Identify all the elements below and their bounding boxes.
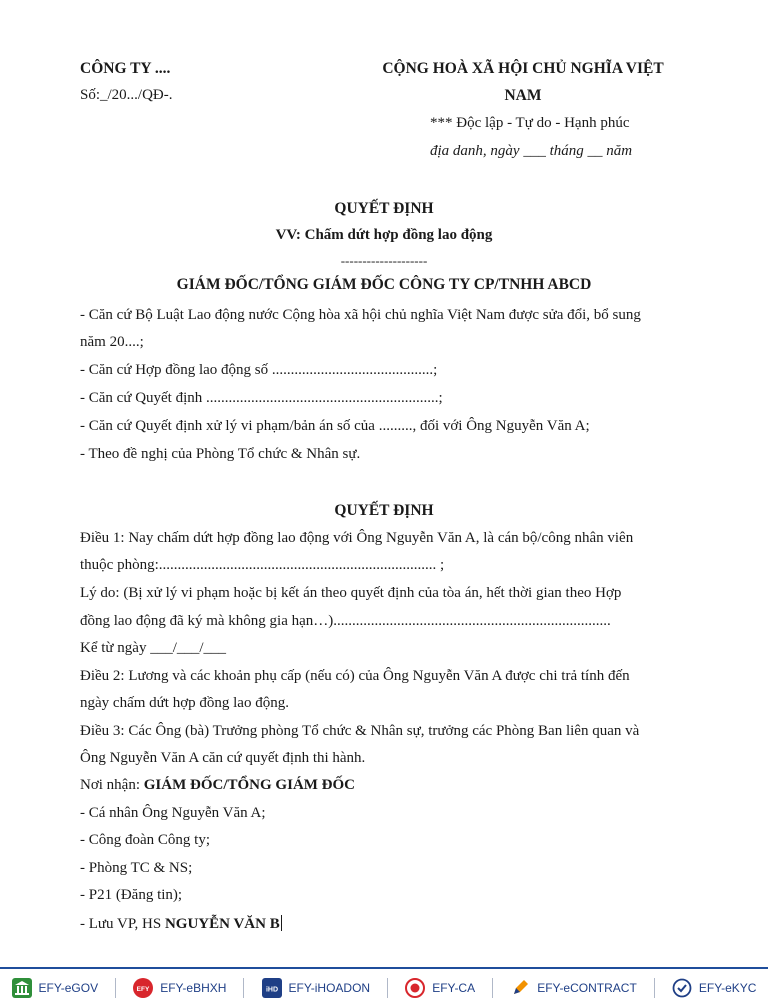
footer-separator bbox=[654, 978, 655, 998]
brand-label: EFY-eBHXH bbox=[160, 981, 227, 995]
contract-pen-icon bbox=[510, 978, 530, 998]
brand-ihoadon[interactable] bbox=[256, 978, 377, 998]
identity-check-icon bbox=[672, 978, 692, 998]
footer-separator bbox=[387, 978, 388, 998]
recipient-item: - Công đoàn Công ty; bbox=[80, 832, 210, 848]
efy-logo-icon bbox=[133, 978, 153, 998]
footer-rule bbox=[0, 967, 768, 969]
archive-prefix: - Lưu VP, HS bbox=[80, 916, 165, 932]
brand-label: EFY-iHOADON bbox=[288, 981, 371, 995]
decision-heading: QUYẾT ĐỊNH bbox=[334, 502, 434, 519]
basis-line: - Căn cứ Quyết định ..............................................................; bbox=[80, 390, 443, 406]
ihd-logo-text: iHD bbox=[265, 986, 278, 994]
brand-label: EFY-eCONTRACT bbox=[537, 981, 637, 995]
article-line: Lý do: (Bị xử lý vi phạm hoặc bị kết án theo quyết định của tòa án, hết thời gian theo Hợp bbox=[80, 585, 622, 601]
brand-ekyc[interactable] bbox=[666, 978, 763, 998]
document-title: QUYẾT ĐỊNH bbox=[334, 200, 434, 217]
recipient-item: - P21 (Đăng tin); bbox=[80, 887, 183, 903]
company-name: CÔNG TY .... bbox=[80, 60, 171, 77]
brand-ca[interactable] bbox=[399, 978, 481, 998]
text-cursor bbox=[281, 915, 282, 931]
nation-name-line1: CỘNG HOÀ XÃ HỘI CHỦ NGHĨA VIỆT bbox=[382, 60, 664, 77]
recipient-item: - Cá nhân Ông Nguyễn Văn A; bbox=[80, 805, 266, 821]
place-date-line: địa danh, ngày ___ tháng __ năm bbox=[430, 143, 633, 159]
article-line: Điều 3: Các Ông (bà) Trưởng phòng Tổ chức & Nhân sự, trưởng các Phòng Ban liên quan và bbox=[80, 723, 640, 739]
article-line: Kể từ ngày ___/___/___ bbox=[80, 640, 227, 656]
invoice-logo-icon bbox=[262, 978, 282, 998]
brand-egov[interactable] bbox=[6, 978, 105, 998]
brand-label: EFY-CA bbox=[432, 981, 476, 995]
brand-label: EFY-eKYC bbox=[698, 981, 757, 995]
recipient-item: - Phòng TC & NS; bbox=[80, 860, 193, 876]
government-building-icon bbox=[12, 978, 32, 998]
signer-title: GIÁM ĐỐC/TỔNG GIÁM ĐỐC bbox=[143, 777, 356, 793]
brand-econtract[interactable] bbox=[504, 978, 643, 998]
national-motto: *** Độc lập - Tự do - Hạnh phúc bbox=[430, 115, 630, 131]
efy-logo-text: EFY bbox=[136, 986, 150, 993]
recipients-header bbox=[80, 777, 355, 794]
issuing-authority: GIÁM ĐỐC/TỔNG GIÁM ĐỐC CÔNG TY CP/TNHH ABCD bbox=[176, 276, 592, 293]
recipients-label: Nơi nhận: bbox=[80, 777, 144, 793]
certificate-seal-icon bbox=[405, 978, 425, 998]
article-line: ngày chấm dứt hợp đồng lao động. bbox=[80, 695, 289, 711]
article-line: Ông Nguyễn Văn A căn cứ quyết định thi hành. bbox=[80, 750, 366, 766]
brand-label: EFY-eGOV bbox=[38, 981, 99, 995]
footer-separator bbox=[243, 978, 244, 998]
footer-separator bbox=[115, 978, 116, 998]
basis-line: năm 20....; bbox=[80, 334, 144, 350]
article-line: thuộc phòng:.......................................................................... ; bbox=[80, 557, 445, 573]
title-divider: -------------------- bbox=[340, 253, 428, 268]
brand-ebhxh[interactable] bbox=[127, 978, 232, 998]
nation-name-line2: NAM bbox=[504, 87, 542, 104]
archive-line bbox=[80, 915, 282, 933]
basis-line: - Căn cứ Quyết định xử lý vi phạm/bản án số của ........., đối với Ông Nguyễn Văn A; bbox=[80, 418, 590, 434]
basis-line: - Căn cứ Bộ Luật Lao động nước Cộng hòa xã hội chủ nghĩa Việt Nam được sửa đổi, bổ sung bbox=[80, 307, 641, 323]
signer-name: NGUYỄN VĂN B bbox=[164, 916, 280, 932]
basis-line: - Theo đề nghị của Phòng Tổ chức & Nhân sự. bbox=[80, 446, 361, 462]
basis-line: - Căn cứ Hợp đồng lao động số ...........................................; bbox=[80, 362, 438, 378]
decision-number: Số:_/20.../QĐ-. bbox=[80, 87, 173, 103]
document-subject: VV: Chấm dứt hợp đồng lao động bbox=[275, 227, 493, 243]
footer-separator bbox=[492, 978, 493, 998]
article-line: Điều 1: Nay chấm dứt hợp đồng lao động với Ông Nguyễn Văn A, là cán bộ/công nhân viên bbox=[80, 530, 634, 546]
brand-footer bbox=[0, 970, 768, 1006]
article-line: đồng lao động đã ký mà không gia hạn…).......................................................................... bbox=[80, 613, 611, 629]
article-line: Điều 2: Lương và các khoản phụ cấp (nếu có) của Ông Nguyễn Văn A được chi trả tính đến bbox=[80, 668, 630, 684]
